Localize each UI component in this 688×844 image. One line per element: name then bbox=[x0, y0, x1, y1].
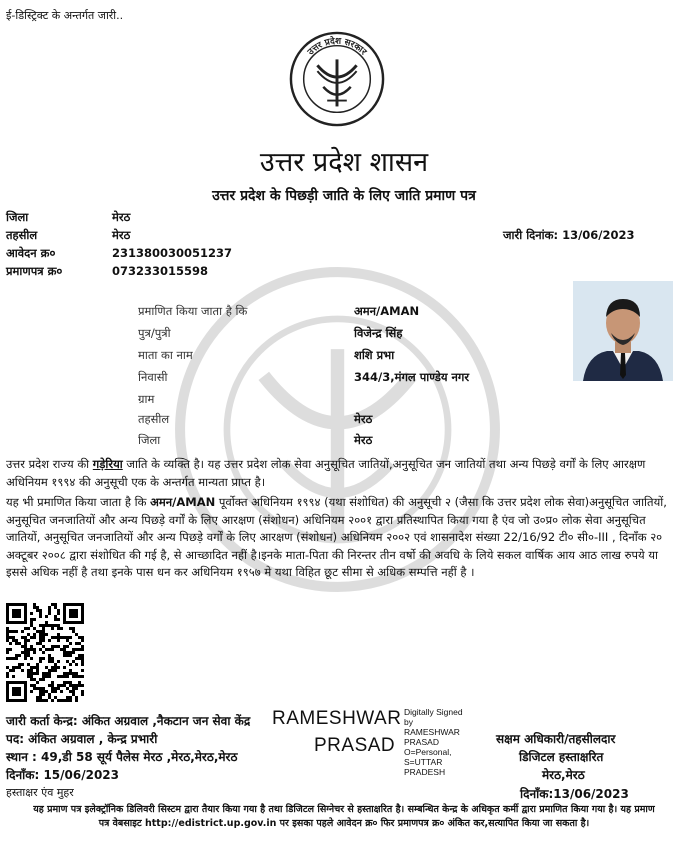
certification-paragraph bbox=[6, 494, 678, 582]
certification-body: पूर्वोक्त अधिनियम १९९४ (यथा संशोधित) की अनुसूची २ (जैसा कि उत्तर प्रदेश लोक सेवा)अनुसूचित जातियों, अनुसूचित जनजातियों और अन्य पिछड़े वर्गों के लिए आरक्षण (संशोधन) अधिनियम २००१ द्वारा प्रतिस्थापित किया गया है एंव जो उ०प्र० लोक सेवा अनुसूचित जातियों, अनुसूचित जनजातियों और अन्य पिछड़े वर्गों के लिए आरक्षण (संशोधन) अधिनियम २००२ एवं शासनादेश संख्या 22/16/92 टी० सी०-III , दिनाँक २० अक्टूबर २००८ द्वारा संशोधित की गई है, से आच्छादित नहीं है।इनके माता-पिता की निरन्तर तीन वर्षो की अवधि के लिये सकल वार्षिक आय आठ लाख रुपये या इससे अधिक नहीं है तथा इनके पास धन कर अधिनियम १९५७ मे यथा विहित छूट सीमा से अधिक सम्पत्ति नहीं है । bbox=[6, 495, 667, 579]
certified-name: अमन/AMAN bbox=[150, 495, 216, 509]
officer-title: सक्षम अधिकारी/तहसीलदार bbox=[496, 732, 616, 746]
field-label-certified: प्रमाणित किया जाता है कि bbox=[138, 304, 248, 318]
tehsil-label: तहसील bbox=[6, 228, 38, 242]
certificate-label: प्रमाणपत्र क्र० bbox=[6, 264, 63, 278]
issue-date bbox=[503, 228, 635, 243]
digital-sig-line: S=UTTAR bbox=[404, 757, 443, 767]
application-label: आवेदन क्र० bbox=[6, 246, 56, 260]
field-value-father: विजेन्द्र सिंह bbox=[354, 326, 403, 340]
issuer-place: स्थान : 49,डी 58 सूर्य पैलेस मेरठ ,मेरठ,मेरठ,मेरठ bbox=[6, 750, 238, 764]
applicant-photo bbox=[573, 281, 673, 381]
field-label-mother: माता का नाम bbox=[138, 348, 193, 362]
field-label-son-daughter: पुत्र/पुत्री bbox=[138, 326, 171, 340]
up-government-emblem bbox=[288, 30, 386, 128]
signer-name-line2: PRASAD bbox=[314, 735, 396, 756]
officer-digital-sign: डिजिटल हस्ताक्षरित bbox=[519, 750, 604, 764]
application-number: 231380030051237 bbox=[112, 246, 233, 260]
field-value-district: मेरठ bbox=[354, 433, 373, 447]
field-value-tehsil: मेरठ bbox=[354, 412, 373, 426]
field-label-village: ग्राम bbox=[138, 392, 155, 406]
digital-sig-line: Digitally Signed bbox=[404, 707, 463, 717]
issuer-date: दिनाँक: 15/06/2023 bbox=[6, 768, 120, 782]
signer-name-line1: RAMESHWAR bbox=[272, 708, 402, 729]
digital-signature-block bbox=[404, 707, 463, 777]
caste-name: गड़ेरिया bbox=[92, 457, 123, 471]
issuing-center: जारी कर्ता केन्द्र: अंकित अग्रवाल ,नैकटान जन सेवा केंद्र bbox=[6, 714, 251, 728]
top-note: ई-डिस्ट्रिक्ट के अन्तर्गत जारी.. bbox=[6, 9, 124, 22]
bottom-note bbox=[0, 803, 688, 831]
caste-paragraph bbox=[6, 456, 678, 491]
tehsil-value: मेरठ bbox=[112, 228, 131, 242]
field-value-mother: शशि प्रभा bbox=[354, 348, 395, 362]
caste-paragraph-start: उत्तर प्रदेश राज्य की bbox=[6, 457, 93, 471]
certificate-number: 073233015598 bbox=[112, 264, 209, 278]
district-label: जिला bbox=[6, 210, 29, 224]
certificate-subtitle: उत्तर प्रदेश के पिछड़ी जाति के लिए जाति प्रमाण पत्र bbox=[212, 188, 476, 204]
digital-sig-line: O=Personal, bbox=[404, 747, 452, 757]
sign-and-seal: हस्ताक्षर एंव मुहर bbox=[6, 786, 74, 799]
digital-sig-line: by bbox=[404, 717, 413, 727]
issue-date-value: 13/06/2023 bbox=[562, 228, 635, 242]
digital-sig-line: PRASAD bbox=[404, 737, 439, 747]
field-label-district: जिला bbox=[138, 433, 161, 447]
qr-code bbox=[6, 603, 84, 703]
officer-place: मेरठ,मेरठ bbox=[542, 768, 585, 782]
caste-paragraph-end: जाति के व्यक्ति है। यह उत्तर प्रदेश लोक सेवा अनुसूचित जातियों,अनुसूचित जन जातियों तथा अन्य पिछड़े वर्गों के लिए आरक्षण अधिनियम १९९४ की अनुसूची एक के अन्तर्गत मान्यता प्राप्त है। bbox=[6, 457, 646, 489]
issuer-post: पद: अंकित अग्रवाल , केन्द्र प्रभारी bbox=[6, 732, 158, 746]
bottom-note-line2: पत्र वेबसाइट http://edistrict.up.gov.in पर इसका पहले आवेदन क्र० फिर प्रमाणपत्र क्र० अंकित कर,सत्यापित किया जा सकता है। bbox=[98, 818, 590, 829]
officer-date: दिनाँक:13/06/2023 bbox=[520, 787, 629, 801]
field-label-resident: निवासी bbox=[138, 370, 168, 384]
district-value: मेरठ bbox=[112, 210, 131, 224]
digital-sig-line: PRADESH bbox=[404, 767, 446, 777]
digital-sig-line: RAMESHWAR bbox=[404, 727, 460, 737]
emblem-text: उत्तर प्रदेश सरकार bbox=[306, 36, 369, 58]
field-value-name: अमन/AMAN bbox=[354, 304, 420, 318]
field-value-address: 344/3,मंगल पाण्डेय नगर bbox=[354, 370, 470, 384]
page-title: उत्तर प्रदेश शासन bbox=[259, 147, 429, 178]
certification-start: यह भी प्रमाणित किया जाता है कि bbox=[6, 495, 151, 509]
bottom-note-line1: यह प्रमाण पत्र इलेक्ट्रॉनिक डिलिवरी सिस्टम द्वारा तैयार किया गया है तथा डिजिटल सिग्नेचर से हस्ताक्षरित है। सम्बन्धित केन्द्र के अधिकृत कर्मी द्वारा प्रमाणित किया गया है। यह प्रमाण bbox=[33, 804, 655, 815]
field-label-tehsil: तहसील bbox=[138, 412, 170, 426]
issue-date-label: जारी दिनांक: bbox=[503, 228, 559, 242]
